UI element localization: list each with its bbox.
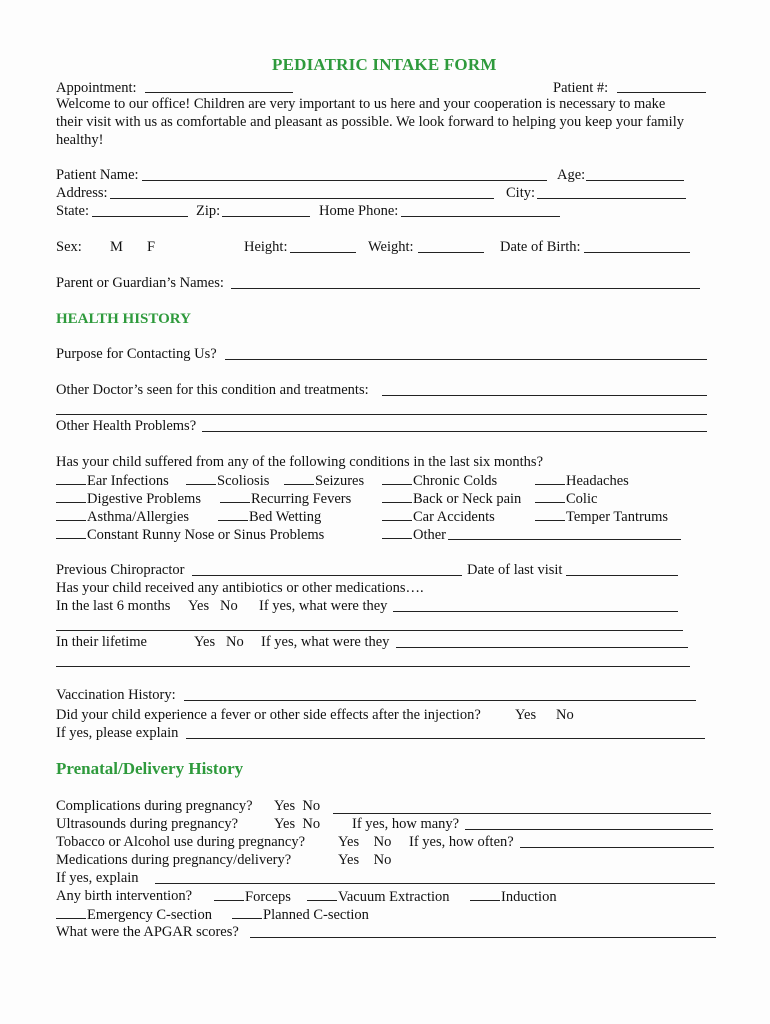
appointment-field[interactable] [145, 92, 293, 93]
fever-question: Did your child experience a fever or other side effects after the injection? [56, 707, 481, 723]
last-visit-field[interactable] [566, 575, 678, 576]
other-doctor-field[interactable] [382, 395, 707, 396]
age-field[interactable] [586, 180, 684, 181]
condition-back-neck[interactable]: Back or Neck pain [382, 489, 521, 508]
intervention-vacuum[interactable]: Vacuum Extraction [307, 887, 450, 906]
dob-field[interactable] [584, 252, 690, 253]
purpose-field[interactable] [225, 359, 707, 360]
condition-scoliosis[interactable]: Scoliosis [186, 471, 269, 490]
patient-name-label: Patient Name: [56, 167, 139, 183]
dob-label: Date of Birth: [500, 239, 581, 255]
ultrasounds-yes-no[interactable]: Yes No [274, 816, 321, 832]
welcome-line-2: their visit with us as comfortable and pleasant as possible. We look forward to helping you keep your family [56, 114, 684, 130]
complications-label: Complications during pregnancy? [56, 798, 253, 814]
condition-seizures[interactable]: Seizures [284, 471, 364, 490]
form-title: PEDIATRIC INTAKE FORM [272, 55, 497, 74]
condition-colic[interactable]: Colic [535, 489, 597, 508]
birth-intervention-label: Any birth intervention? [56, 888, 193, 904]
address-label: Address: [56, 185, 108, 201]
vaccination-label: Vaccination History: [56, 687, 176, 703]
apgar-label: What were the APGAR scores? [56, 924, 239, 940]
zip-label: Zip: [196, 203, 221, 219]
how-many-label: If yes, how many? [352, 816, 460, 832]
fever-yes-option[interactable]: Yes [515, 707, 537, 723]
patient-name-field[interactable] [142, 180, 547, 181]
condition-other-field[interactable] [448, 539, 681, 540]
complications-field[interactable] [333, 813, 711, 814]
purpose-label: Purpose for Contacting Us? [56, 346, 217, 362]
condition-other[interactable]: Other [382, 525, 446, 544]
weight-field[interactable] [418, 252, 484, 253]
antibiotics-question: Has your child received any antibiotics or other medications…. [56, 580, 424, 596]
intervention-planned-c[interactable]: Planned C-section [232, 905, 369, 924]
medications-yes-no[interactable]: Yes No [338, 852, 392, 868]
condition-ear-infections[interactable]: Ear Infections [56, 471, 169, 490]
explain-field[interactable] [186, 738, 705, 739]
zip-field[interactable] [222, 216, 310, 217]
lifetime-if-label: If yes, what were they [261, 634, 390, 650]
intervention-induction[interactable]: Induction [470, 887, 557, 906]
state-field[interactable] [92, 216, 188, 217]
sex-label: Sex: [56, 239, 82, 255]
if-yes-explain-label: If yes, explain [56, 870, 139, 886]
vaccination-field[interactable] [184, 700, 696, 701]
last6-field-2[interactable] [56, 630, 683, 631]
last6-field[interactable] [393, 611, 678, 612]
sex-option-m[interactable]: M [110, 239, 123, 255]
medications-label: Medications during pregnancy/delivery? [56, 852, 292, 868]
complications-yes-no[interactable]: Yes No [274, 798, 321, 814]
ultrasounds-label: Ultrasounds during pregnancy? [56, 816, 239, 832]
other-doctor-field-2[interactable] [56, 414, 707, 415]
if-yes-explain-field[interactable] [155, 883, 715, 884]
last6-if-label: If yes, what were they [259, 598, 388, 614]
other-problems-field[interactable] [202, 431, 707, 432]
patient-number-label: Patient #: [553, 80, 609, 96]
city-label: City: [506, 185, 536, 201]
guardian-field[interactable] [231, 288, 700, 289]
prenatal-heading: Prenatal/Delivery History [56, 759, 244, 778]
prev-chiro-label: Previous Chiropractor [56, 562, 185, 578]
how-often-field[interactable] [520, 847, 714, 848]
intervention-forceps[interactable]: Forceps [214, 887, 291, 906]
condition-car-accidents[interactable]: Car Accidents [382, 507, 495, 526]
city-field[interactable] [537, 198, 686, 199]
how-often-label: If yes, how often? [409, 834, 514, 850]
other-problems-label: Other Health Problems? [56, 418, 197, 434]
health-history-heading: HEALTH HISTORY [56, 311, 191, 327]
tobacco-yes-no[interactable]: Yes No [338, 834, 392, 850]
last6-yes-no[interactable]: Yes No [188, 598, 238, 614]
patient-number-field[interactable] [617, 92, 706, 93]
condition-bed-wetting[interactable]: Bed Wetting [218, 507, 321, 526]
home-phone-label: Home Phone: [319, 203, 399, 219]
how-many-field[interactable] [465, 829, 713, 830]
lifetime-yes-no[interactable]: Yes No [194, 634, 244, 650]
other-doctor-label: Other Doctor’s seen for this condition and treatments: [56, 382, 369, 398]
tobacco-label: Tobacco or Alcohol use during pregnancy? [56, 834, 306, 850]
intervention-emergency-c[interactable]: Emergency C-section [56, 905, 212, 924]
condition-chronic-colds[interactable]: Chronic Colds [382, 471, 497, 490]
lifetime-field-2[interactable] [56, 666, 690, 667]
age-label: Age: [557, 167, 586, 183]
lifetime-label: In their lifetime [56, 634, 147, 650]
home-phone-field[interactable] [401, 216, 560, 217]
height-label: Height: [244, 239, 288, 255]
lifetime-field[interactable] [396, 647, 688, 648]
welcome-line-3: healthy! [56, 132, 104, 148]
condition-headaches[interactable]: Headaches [535, 471, 629, 490]
fever-no-option[interactable]: No [556, 707, 574, 723]
last-visit-label: Date of last visit [467, 562, 563, 578]
condition-temper-tantrums[interactable]: Temper Tantrums [535, 507, 668, 526]
appointment-label: Appointment: [56, 80, 137, 96]
apgar-field[interactable] [250, 937, 716, 938]
sex-option-f[interactable]: F [147, 239, 156, 255]
state-label: State: [56, 203, 90, 219]
height-field[interactable] [290, 252, 356, 253]
conditions-question: Has your child suffered from any of the following conditions in the last six months? [56, 454, 544, 470]
welcome-line-1: Welcome to our office! Children are very important to us here and your cooperation is necessary to make [56, 96, 666, 112]
condition-digestive[interactable]: Digestive Problems [56, 489, 201, 508]
address-field[interactable] [110, 198, 494, 199]
prev-chiro-field[interactable] [192, 575, 462, 576]
explain-label: If yes, please explain [56, 725, 179, 741]
weight-label: Weight: [368, 239, 414, 255]
condition-recurring-fevers[interactable]: Recurring Fevers [220, 489, 351, 508]
condition-asthma[interactable]: Asthma/Allergies [56, 507, 189, 526]
guardian-label: Parent or Guardian’s Names: [56, 275, 224, 291]
last6-label: In the last 6 months [56, 598, 171, 614]
condition-runny-nose[interactable]: Constant Runny Nose or Sinus Problems [56, 525, 324, 544]
